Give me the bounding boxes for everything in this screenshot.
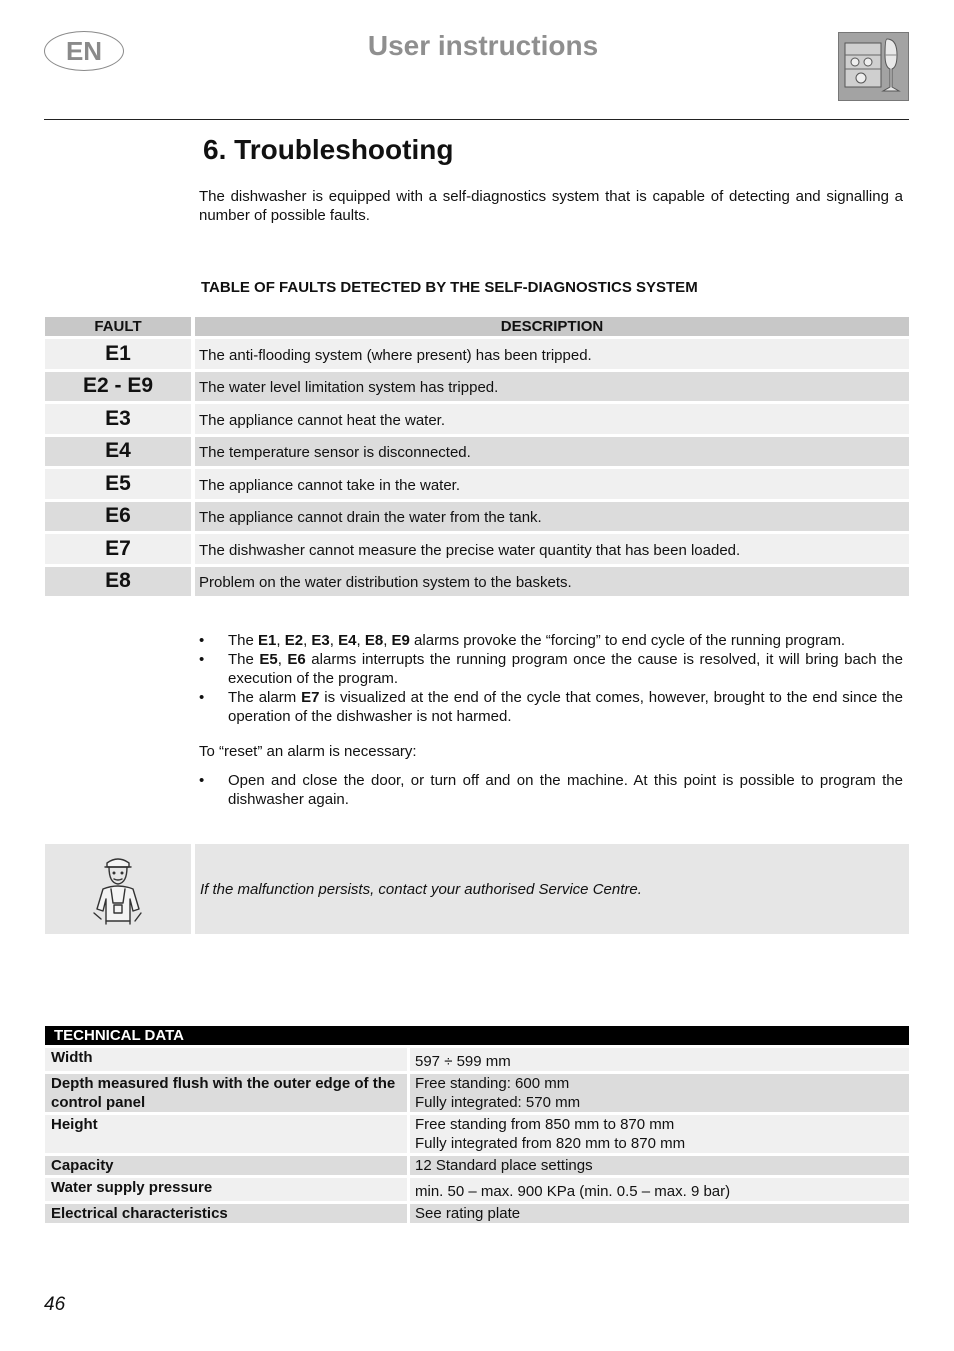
fault-row: [45, 534, 909, 564]
language-badge: EN: [44, 31, 124, 71]
technical-data-row: [45, 1204, 909, 1223]
alarm-note-item: • The E5, E6 alarms interrupts the running program once the cause is resolved, it will bring bach the execution of the program.: [199, 650, 903, 688]
technical-data-row: [45, 1048, 909, 1071]
technical-data-value: 12 Standard place settings: [410, 1156, 909, 1175]
technical-data-row: [45, 1178, 909, 1201]
fault-code: E3: [45, 404, 191, 434]
service-notice-text: If the malfunction persists, contact your authorised Service Centre.: [195, 844, 909, 934]
technical-data-value: See rating plate: [410, 1204, 909, 1223]
technical-data-value: Free standing: 600 mm Fully integrated: 570 mm: [410, 1074, 909, 1112]
header-title: User instructions: [367, 30, 599, 61]
intro-paragraph: The dishwasher is equipped with a self-diagnostics system that is capable of detecting and signalling a number of possible faults.: [199, 188, 903, 224]
fault-row: [45, 437, 909, 467]
fault-row: [45, 339, 909, 369]
fault-row: [45, 469, 909, 499]
technical-data-label: Water supply pressure: [45, 1178, 407, 1201]
technical-data-title: TECHNICAL DATA: [45, 1026, 909, 1045]
fault-row: [45, 372, 909, 402]
section-title: 6. Troubleshooting: [203, 134, 454, 165]
fault-description: The dishwasher cannot measure the precise water quantity that has been loaded.: [195, 534, 909, 564]
technical-data-label: Depth measured flush with the outer edge of the control panel: [45, 1074, 407, 1112]
fault-description: The appliance cannot heat the water.: [195, 404, 909, 434]
alarm-note-item: • The alarm E7 is visualized at the end of the cycle that comes, however, brought to the end since the operation of the dishwasher is not harmed.: [199, 688, 903, 726]
reset-instruction-item: • Open and close the door, or turn off and on the machine. At this point is possible to program the dishwasher again.: [199, 771, 903, 809]
fault-description: The anti-flooding system (where present) has been tripped.: [195, 339, 909, 369]
fault-row: [45, 567, 909, 597]
technical-data-row: [45, 1156, 909, 1175]
technical-data-label: Height: [45, 1115, 407, 1153]
fault-code: E1: [45, 339, 191, 369]
fault-description: The water level limitation system has tripped.: [195, 372, 909, 402]
technical-data-table: [45, 1026, 909, 1223]
fault-code: E4: [45, 437, 191, 467]
alarm-note-item: • The E1, E2, E3, E4, E8, E9 alarms provoke the “forcing” to end cycle of the running program.: [199, 631, 903, 650]
reset-label: To “reset” an alarm is necessary:: [199, 743, 417, 760]
page-number: 46: [44, 1294, 66, 1315]
fault-description: The temperature sensor is disconnected.: [195, 437, 909, 467]
dishwasher-icon: [838, 32, 909, 101]
technician-icon: [45, 844, 191, 934]
technical-data-label: Width: [45, 1048, 407, 1071]
fault-description: The appliance cannot drain the water from the tank.: [195, 502, 909, 532]
technical-data-row: [45, 1074, 909, 1112]
description-column-header: DESCRIPTION: [195, 317, 909, 336]
technical-data-value: Free standing from 850 mm to 870 mm Fully integrated from 820 mm to 870 mm: [410, 1115, 909, 1153]
technical-data-value: 597 ÷ 599 mm: [410, 1048, 909, 1071]
fault-code: E7: [45, 534, 191, 564]
technical-data-label: Electrical characteristics: [45, 1204, 407, 1223]
fault-code: E6: [45, 502, 191, 532]
fault-column-header: FAULT: [45, 317, 191, 336]
service-notice: [45, 844, 909, 934]
faults-table-caption: TABLE OF FAULTS DETECTED BY THE SELF-DIAGNOSTICS SYSTEM: [201, 279, 698, 296]
fault-code: E8: [45, 567, 191, 597]
fault-row: [45, 502, 909, 532]
technical-data-label: Capacity: [45, 1156, 407, 1175]
technical-data-row: [45, 1115, 909, 1153]
fault-code: E2 - E9: [45, 372, 191, 402]
faults-table: [45, 317, 909, 599]
fault-row: [45, 404, 909, 434]
fault-description: Problem on the water distribution system to the baskets.: [195, 567, 909, 597]
technical-data-value: min. 50 – max. 900 KPa (min. 0.5 – max. 9 bar): [410, 1178, 909, 1201]
header-divider: [44, 119, 909, 120]
fault-code: E5: [45, 469, 191, 499]
fault-description: The appliance cannot take in the water.: [195, 469, 909, 499]
reset-instructions: [199, 771, 903, 809]
alarm-notes: [199, 631, 903, 726]
faults-table-header: [45, 317, 909, 336]
